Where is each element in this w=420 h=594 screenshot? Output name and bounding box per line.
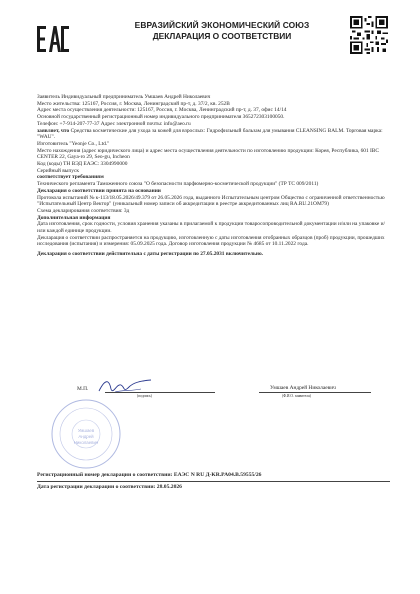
union-title: ЕВРАЗИЙСКИЙ ЭКОНОМИЧЕСКИЙ СОЮЗ — [134, 20, 310, 30]
footer-divider — [37, 481, 390, 482]
registration-date: Дата регистрации декларации о соответствии: 28.05.2026 — [37, 483, 182, 490]
declaration-body — [37, 94, 390, 258]
registration-number: Регистрационный номер декларации о соответствии: ЕАЭС N RU Д-KR.PA04.B.59555/26 — [37, 472, 262, 478]
svg-text:Николаевич: Николаевич — [73, 440, 99, 445]
declaration-title: ДЕКЛАРАЦИЯ О СООТВЕТСТВИИ — [152, 31, 292, 41]
product-description: Средства косметические для ухода за кожей для взрослых: Гидрофильный бальзам для умывания CLEANSING BALM. Торговая марка: "WAU". — [37, 127, 383, 141]
activity-address: Адрес места осуществления деятельности: 125167, Россия, г. Москва, Ленинградский пр-т, д. 37, офис 14/14 — [37, 107, 287, 114]
contacts-line: Телефон: +7-914-207-77-37 Адрес электронной почты: info@aeo.ru — [37, 120, 191, 127]
svg-text:Умшаев: Умшаев — [77, 428, 95, 433]
registration-footer — [37, 472, 390, 491]
extra-info-text-1: Дата изготовления, срок годности, условия хранения указаны в прилагаемой к продукции товаросопроводительной документации и/или на упаковке и/или каждой единице продукции. — [37, 221, 385, 235]
declares-lead: заявляет, что — [37, 127, 70, 134]
serial-production: Серийный выпуск — [37, 167, 80, 174]
basis-text: Протокола испытаний № к-113/18.05.2026/49.379 от 26.05.2026 года, выданного Испытательным центром Общество с ограниченной ответственностью "Испытательный Центр Вектор" (уникальный номер записи об аккредитации в реестре аккредитованных лиц RA.RU.21ОМ79) — [37, 194, 385, 208]
validity-line: Декларация о соответствии действительна с даты регистрации по 27.05.2031 включительно. — [37, 251, 263, 258]
eac-logo-icon — [36, 22, 70, 56]
handwritten-signature — [95, 375, 155, 397]
manufacturer-line: Изготовитель "Yeonje Co., Ltd." — [37, 140, 110, 147]
name-caption: (Ф.И.О. заявителя) — [282, 394, 311, 398]
residence-address: Место жительства: 125167, Россия, г. Москва, Ленинградский пр-т, д. 37/2, кв. 252В — [37, 100, 230, 107]
qr-code-icon — [350, 16, 388, 54]
mp-label: М.П. — [77, 386, 89, 392]
signer-name: Умшаев Андрей Николаевич — [270, 385, 336, 391]
svg-text:Андрей: Андрей — [78, 434, 94, 439]
manufacturer-address: Место нахождения (адрес юридического лица) и адрес места осуществления деятельности по изготовлению продукции: Корея, Республика, 601 IBC CENTER 22, Gaya-ro 29, Seo-gu, Incheon — [37, 147, 379, 161]
declaration-scheme: Схема декларирования соответствия: 3д — [37, 207, 130, 214]
requirements-title: соответствует требованиям — [37, 174, 104, 181]
basis-title: Декларация о соответствии принята на основании — [37, 187, 161, 194]
applicant-line: Заявитель Индивидуальный предприниматель Умшаев Андрей Николаевич — [37, 94, 211, 100]
ogrn-line: Основной государственный регистрационный номер индивидуального предпринимателя 365272303100050. — [37, 114, 285, 121]
tnved-code: Код (коды) ТН ВЭД ЕАЭС: 3304990000 — [37, 161, 128, 168]
extra-info-title: Дополнительная информация — [37, 214, 111, 221]
declares-paragraph — [37, 128, 390, 141]
signature-caption: (подпись) — [137, 394, 152, 398]
seal-stamp-icon — [48, 396, 124, 472]
name-line — [259, 392, 371, 393]
document-header — [102, 20, 342, 41]
requirements-text: Технического регламента Таможенного союза "О безопасности парфюмерно-косметической продукции" (ТР ТС 009/2011) — [37, 181, 319, 188]
extra-info-text-2: Декларация о соответствии распространяется на продукцию, изготовленную с даты изготовления отобранных образцов (проб) продукции, прошедших исследования (испытания) и измерения: 05.09.2025 года. Договор изготовления продукции № 4685 от 10.11.2022 года. — [37, 234, 385, 248]
